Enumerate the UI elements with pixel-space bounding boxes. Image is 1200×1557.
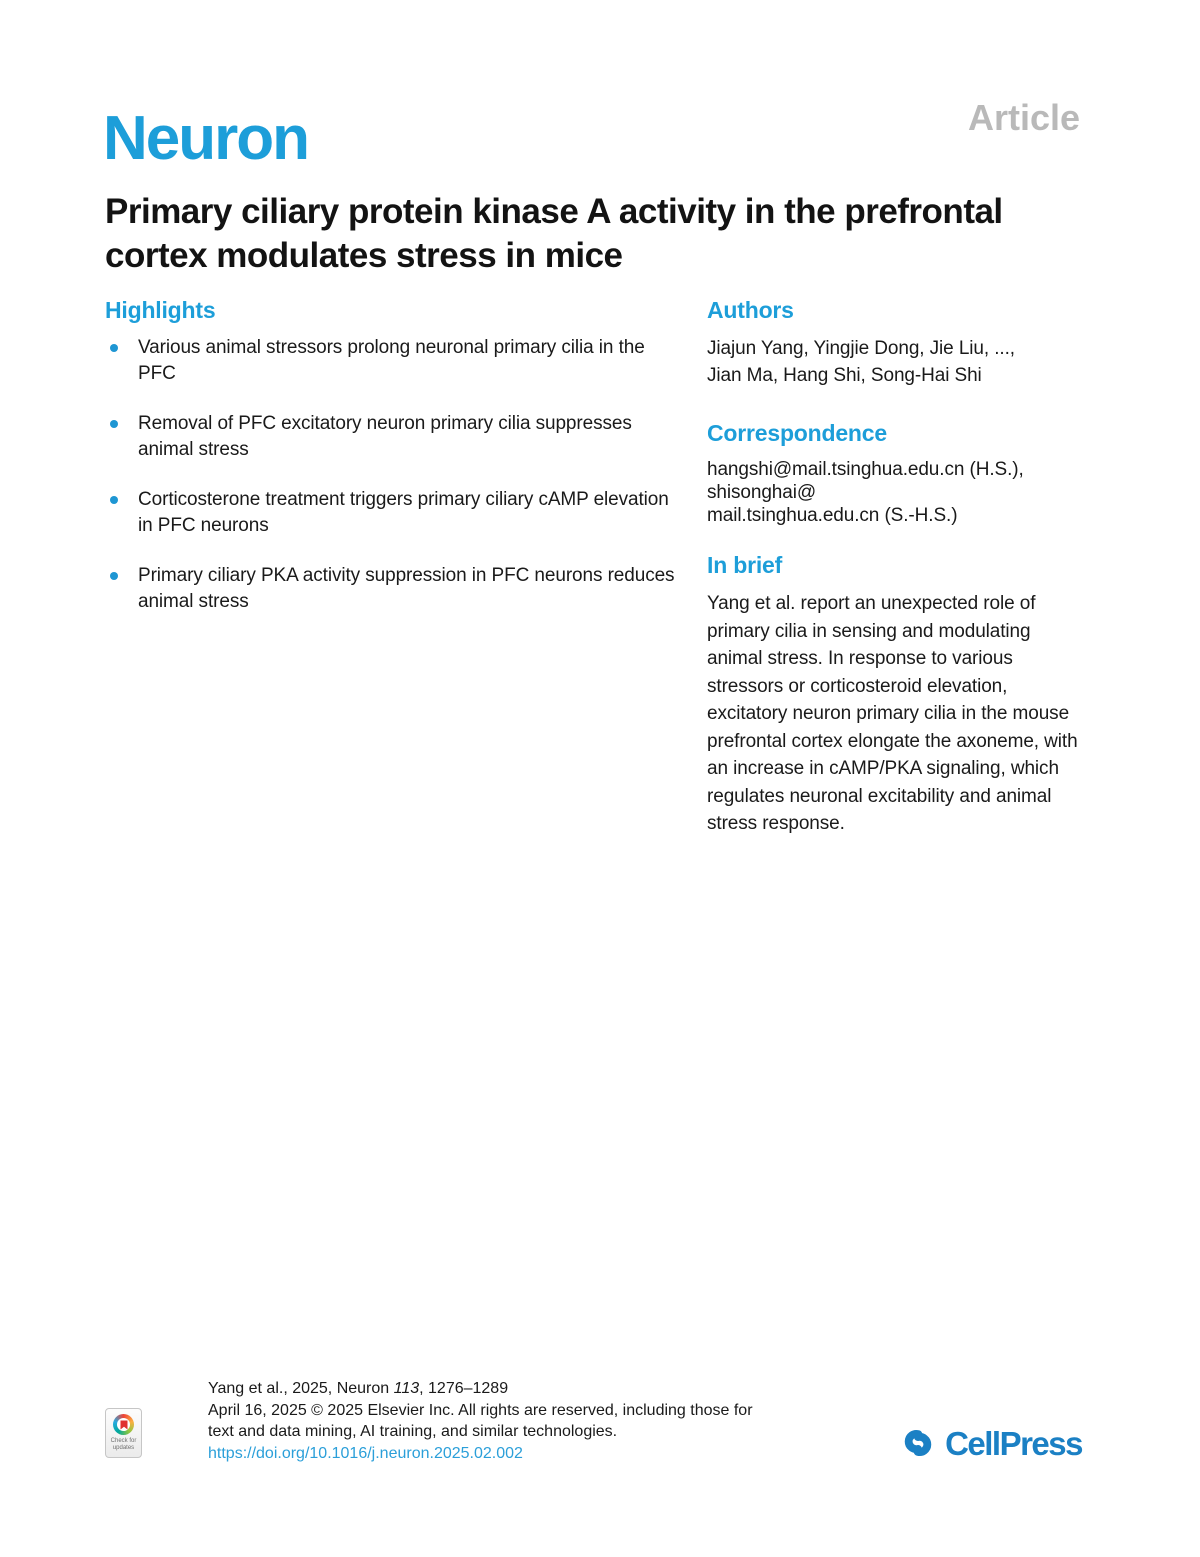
- highlights-heading: Highlights: [105, 297, 216, 323]
- correspondence-line: mail.tsinghua.edu.cn (S.-H.S.): [707, 505, 958, 526]
- journal-logo: Neuron: [103, 104, 308, 173]
- bookmark-icon: [120, 1420, 128, 1430]
- highlights-section: [105, 296, 683, 639]
- cellpress-mark-icon: [898, 1422, 938, 1464]
- cellpress-wordmark: CellPress: [945, 1424, 1082, 1462]
- citation-block: [208, 1378, 753, 1464]
- copyright-line: text and data mining, AI training, and similar technologies.: [208, 1423, 618, 1440]
- correspondence-emails: [707, 458, 1085, 527]
- correspondence-heading: Correspondence: [707, 420, 887, 446]
- doi-link[interactable]: https://doi.org/10.1016/j.neuron.2025.02.002: [208, 1444, 523, 1462]
- author-names: [707, 335, 1085, 389]
- author-names-line: Jiajun Yang, Yingjie Dong, Jie Liu, ...,: [707, 338, 1015, 359]
- crossmark-ring-icon: [113, 1414, 134, 1435]
- bullet-icon: [110, 572, 118, 580]
- page-title: Primary ciliary protein kinase A activity in the prefrontal cortex modulates stress in mice: [105, 192, 1003, 275]
- copyright-line: April 16, 2025 © 2025 Elsevier Inc. All rights are reserved, including those for: [208, 1401, 753, 1419]
- badge-label: Check for updates: [110, 1438, 137, 1451]
- bullet-icon: [110, 496, 118, 504]
- highlights-list: [105, 335, 683, 615]
- bullet-icon: [110, 344, 118, 352]
- highlight-item: [105, 563, 683, 615]
- bullet-icon: [110, 420, 118, 428]
- article-type-label: Article: [967, 97, 1080, 138]
- correspondence-line: shisonghai@: [707, 482, 817, 503]
- authors-heading: Authors: [707, 297, 794, 323]
- citation-volume: 113: [393, 1380, 420, 1397]
- highlight-text: Removal of PFC excitatory neuron primary cilia suppresses animal stress: [138, 413, 632, 460]
- in-brief-heading: In brief: [707, 552, 783, 578]
- highlight-item: [105, 335, 683, 387]
- correspondence-line: hangshi@mail.tsinghua.edu.cn (H.S.),: [707, 459, 1024, 480]
- info-column: [707, 296, 1085, 838]
- citation-line: Yang et al., 2025, Neuron 113, 1276–1289: [208, 1380, 509, 1397]
- in-brief-text: Yang et al. report an unexpected role of primary cilia in sensing and modulating animal stress. In response to various stressors or corticosteroid elevation, excitatory neuron primary cilia in the mouse prefrontal cortex elongate the axoneme, with an increase in cAMP/PKA signaling, which regulates neuronal excitability and animal stress response.: [707, 593, 1078, 834]
- highlight-text: Various animal stressors prolong neuronal primary cilia in the PFC: [138, 337, 645, 384]
- highlight-text: Primary ciliary PKA activity suppression in PFC neurons reduces animal stress: [138, 565, 675, 612]
- author-names-line: Jian Ma, Hang Shi, Song-Hai Shi: [707, 365, 982, 386]
- check-for-updates-badge[interactable]: [105, 1408, 142, 1458]
- highlight-item: [105, 411, 683, 463]
- highlight-item: [105, 487, 683, 539]
- cellpress-logo: [898, 1422, 1082, 1464]
- highlight-text: Corticosterone treatment triggers primary ciliary cAMP elevation in PFC neurons: [138, 489, 669, 536]
